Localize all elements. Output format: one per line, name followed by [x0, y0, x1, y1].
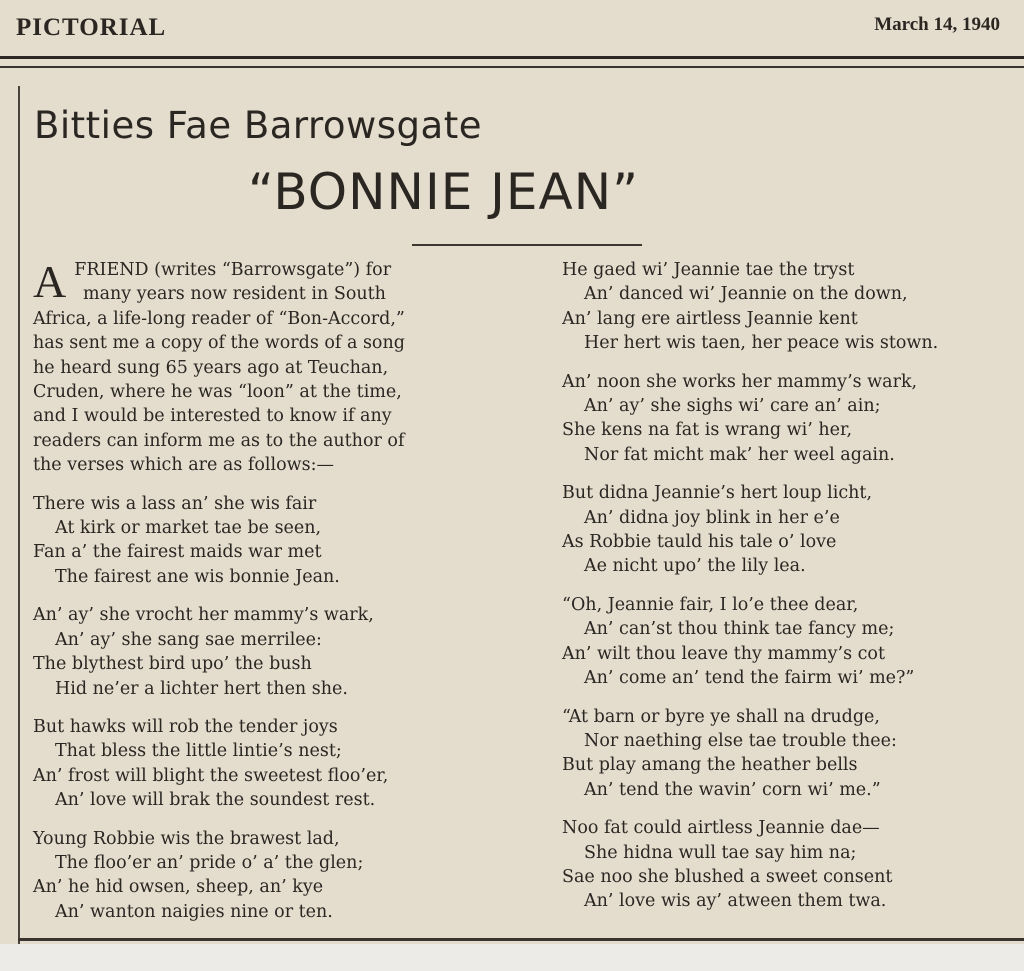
verse-line: He gaed wi’ Jeannie tae the tryst — [562, 260, 855, 280]
verse-stanza — [33, 715, 523, 813]
article-kicker: Bitties Fae Barrowsgate — [34, 104, 482, 147]
drop-cap: A — [33, 256, 67, 307]
intro-line: many years now resident in South — [83, 284, 386, 305]
bottom-rule — [18, 938, 1024, 941]
verse-line: But didna Jeannie’s hert loup licht, — [562, 483, 873, 504]
verse-line: An’ love wis ay’ atween them twa. — [584, 891, 887, 912]
verse-line: Nor fat micht mak’ her weel again. — [584, 444, 895, 465]
left-column — [33, 258, 523, 924]
verse-line: An’ ay’ she sang sae merrilee: — [55, 629, 322, 650]
intro-line: has sent me a copy of the words of a song — [33, 333, 405, 354]
article-title: “BONNIE JEAN” — [248, 163, 640, 221]
verse-stanza — [562, 370, 1022, 468]
verse-line: But hawks will rob the tender joys — [33, 716, 338, 737]
intro-line: and I would be interested to know if any — [33, 406, 392, 427]
verse-line: An’ ay’ she vrocht her mammy’s wark, — [33, 605, 374, 626]
masthead-rule-secondary — [0, 66, 1024, 68]
issue-date: March 14, 1940 — [874, 14, 1000, 35]
verse-line: Nor naething else tae trouble thee: — [584, 730, 897, 751]
verse-line: An’ love will brak the soundest rest. — [55, 790, 376, 811]
verse-line: Fan a’ the fairest maids war met — [33, 542, 322, 563]
verse-line: At kirk or market tae be seen, — [55, 518, 322, 539]
verse-line: She hidna wull tae say him na; — [584, 842, 857, 863]
verse-line: An’ can’st thou think tae fancy me; — [584, 619, 895, 640]
verse-line: Hid ne’er a lichter hert then she. — [55, 678, 348, 699]
intro-line: Africa, a life-long reader of “Bon-Accord,” — [33, 308, 405, 329]
right-column — [562, 258, 1022, 914]
masthead-rule — [0, 56, 1024, 59]
verse-line: Young Robbie wis the brawest lad, — [33, 828, 340, 849]
verse-line: But play amang the heather bells — [562, 755, 858, 776]
column-border — [18, 86, 20, 948]
verse-line: There wis a lass an’ she wis fair — [33, 493, 317, 514]
verse-line: The fairest ane wis bonnie Jean. — [55, 566, 340, 587]
verse-stanza — [33, 492, 523, 590]
verse-stanza — [33, 827, 523, 925]
verse-line: An’ tend the wavin’ corn wi’ me.” — [584, 779, 881, 800]
verse-line: An’ come an’ tend the fairm wi’ me?” — [584, 668, 915, 689]
verse-stanza — [33, 603, 523, 701]
section-name: PICTORIAL — [16, 14, 167, 41]
verse-line: An’ didna joy blink in her e’e — [584, 507, 840, 528]
verse-line: An’ lang ere airtless Jeannie kent — [562, 308, 858, 329]
intro-line: FRIEND (writes “Barrowsgate”) for — [74, 260, 392, 280]
verse-line: An’ wilt thou leave thy mammy’s cot — [562, 643, 885, 664]
verse-stanza — [562, 481, 1022, 579]
verse-stanza — [562, 593, 1022, 691]
verse-line: An’ frost will blight the sweetest floo’er, — [33, 765, 389, 786]
verse-line: An’ danced wi’ Jeannie on the down, — [584, 284, 908, 305]
verse-line: “Oh, Jeannie fair, I lo’e thee dear, — [562, 594, 859, 615]
verse-line: Her hert wis taen, her peace wis stown. — [584, 333, 939, 354]
torn-edge — [0, 944, 1024, 971]
verse-line: An’ ay’ she sighs wi’ care an’ ain; — [584, 396, 881, 417]
verse-line: Ae nicht upo’ the lily lea. — [584, 556, 806, 577]
verse-stanza — [562, 258, 1022, 356]
verse-stanza — [562, 705, 1022, 803]
verse-line: An’ noon she works her mammy’s wark, — [562, 371, 918, 392]
intro-line: the verses which are as follows:— — [33, 455, 334, 476]
intro-line: he heard sung 65 years ago at Teuchan, — [33, 357, 389, 378]
verse-stanza — [562, 816, 1022, 914]
verse-line: The floo’er an’ pride o’ a’ the glen; — [55, 852, 364, 873]
verse-line: “At barn or byre ye shall na drudge, — [562, 706, 880, 727]
verse-line: She kens na fat is wrang wi’ her, — [562, 420, 853, 441]
intro-paragraph — [33, 258, 523, 478]
verse-line: As Robbie tauld his tale o’ love — [562, 532, 837, 553]
intro-line: Cruden, where he was “loon” at the time, — [33, 382, 402, 403]
verse-line: The blythest bird upo’ the bush — [33, 654, 312, 675]
intro-line: readers can inform me as to the author of — [33, 430, 405, 451]
verse-line: An’ he hid owsen, sheep, an’ kye — [33, 877, 324, 898]
verse-line: Sae noo she blushed a sweet consent — [562, 866, 893, 887]
verse-line: That bless the little lintie’s nest; — [55, 741, 342, 762]
verse-line: Noo fat could airtless Jeannie dae— — [562, 818, 880, 839]
verse-line: An’ wanton naigies nine or ten. — [55, 901, 333, 922]
title-divider — [412, 244, 642, 246]
